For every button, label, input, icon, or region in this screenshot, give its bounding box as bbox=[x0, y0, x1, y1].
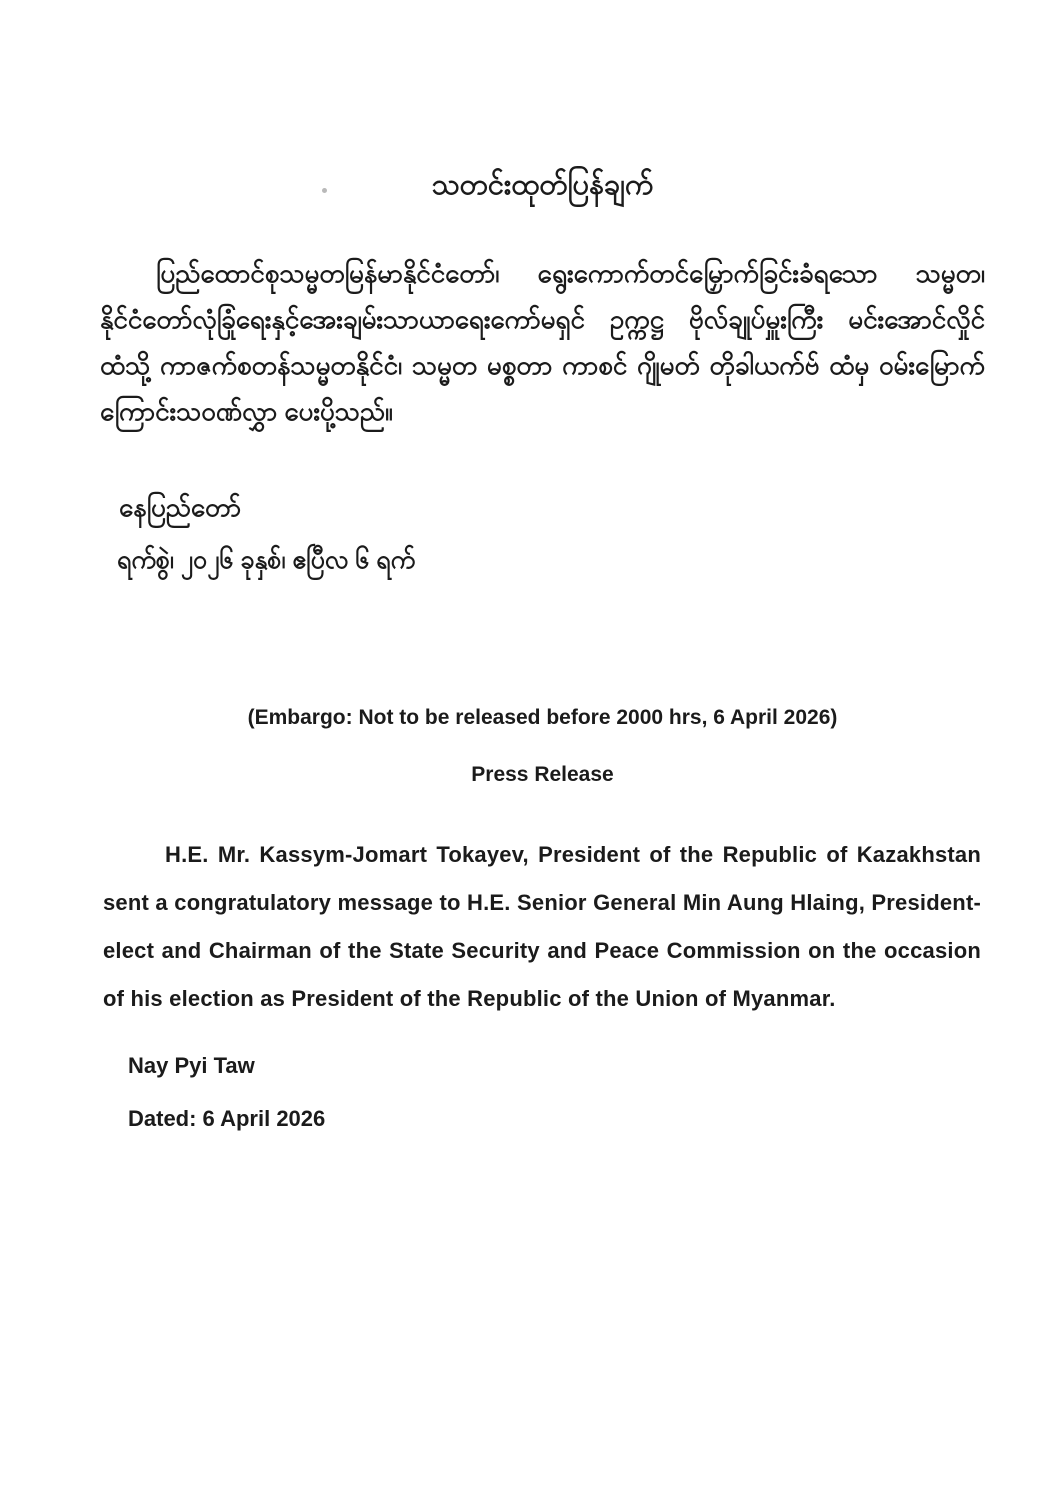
document-title-burmese: သတင်းထုတ်ပြန်ချက် bbox=[431, 169, 654, 201]
date-line-english: Dated: 6 April 2026 bbox=[128, 1106, 326, 1131]
press-release-heading: Press Release bbox=[471, 763, 614, 786]
place-line-burmese: နေပြည်တော် bbox=[119, 492, 242, 522]
date-line-burmese: ရက်စွဲ၊ ၂၀၂၆ ခုနှစ်၊ ဧပြီလ ၆ ရက် bbox=[117, 546, 416, 574]
place-line-english: Nay Pyi Taw bbox=[128, 1053, 255, 1078]
embargo-notice: (Embargo: Not to be released before 2000 hrs, 6 April 2026) bbox=[247, 706, 838, 729]
body-paragraph-burmese: ပြည်ထောင်စုသမ္မတမြန်မာနိုင်ငံတော်၊ ရွေးကောက်တင်မြှောက်ခြင်းခံရသော သမ္မတ၊ နိုင်ငံတော်လုံခြုံရေးနှင့်အေးချမ်းသာယာရေးကော်မရှင် ဥက္ကဋ္ဌ ဗိုလ်ချုပ်မှူးကြီး မင်းအောင်လှိုင် ထံသို့ ကာဇက်စတန်သမ္မတနိုင်ငံ၊ သမ္မတ မစ္စတာ ကာစင် ဂျိုမတ် တိုခါယက်ဗ် ထံမှ ဝမ်းမြောက်ကြောင်းသဝဏ်လွှာ ပေးပို့သည်။ bbox=[100, 258, 985, 426]
body-paragraph-english: H.E. Mr. Kassym-Jomart Tokayev, President of the Republic of Kazakhstan sent a congratulatory message to H.E. Senior General Min Aung Hlaing, President-elect and Chairman of the State Security and Peace Commission on the occasion of his election as President of the Republic of the Union of Myanmar. bbox=[103, 842, 981, 1011]
